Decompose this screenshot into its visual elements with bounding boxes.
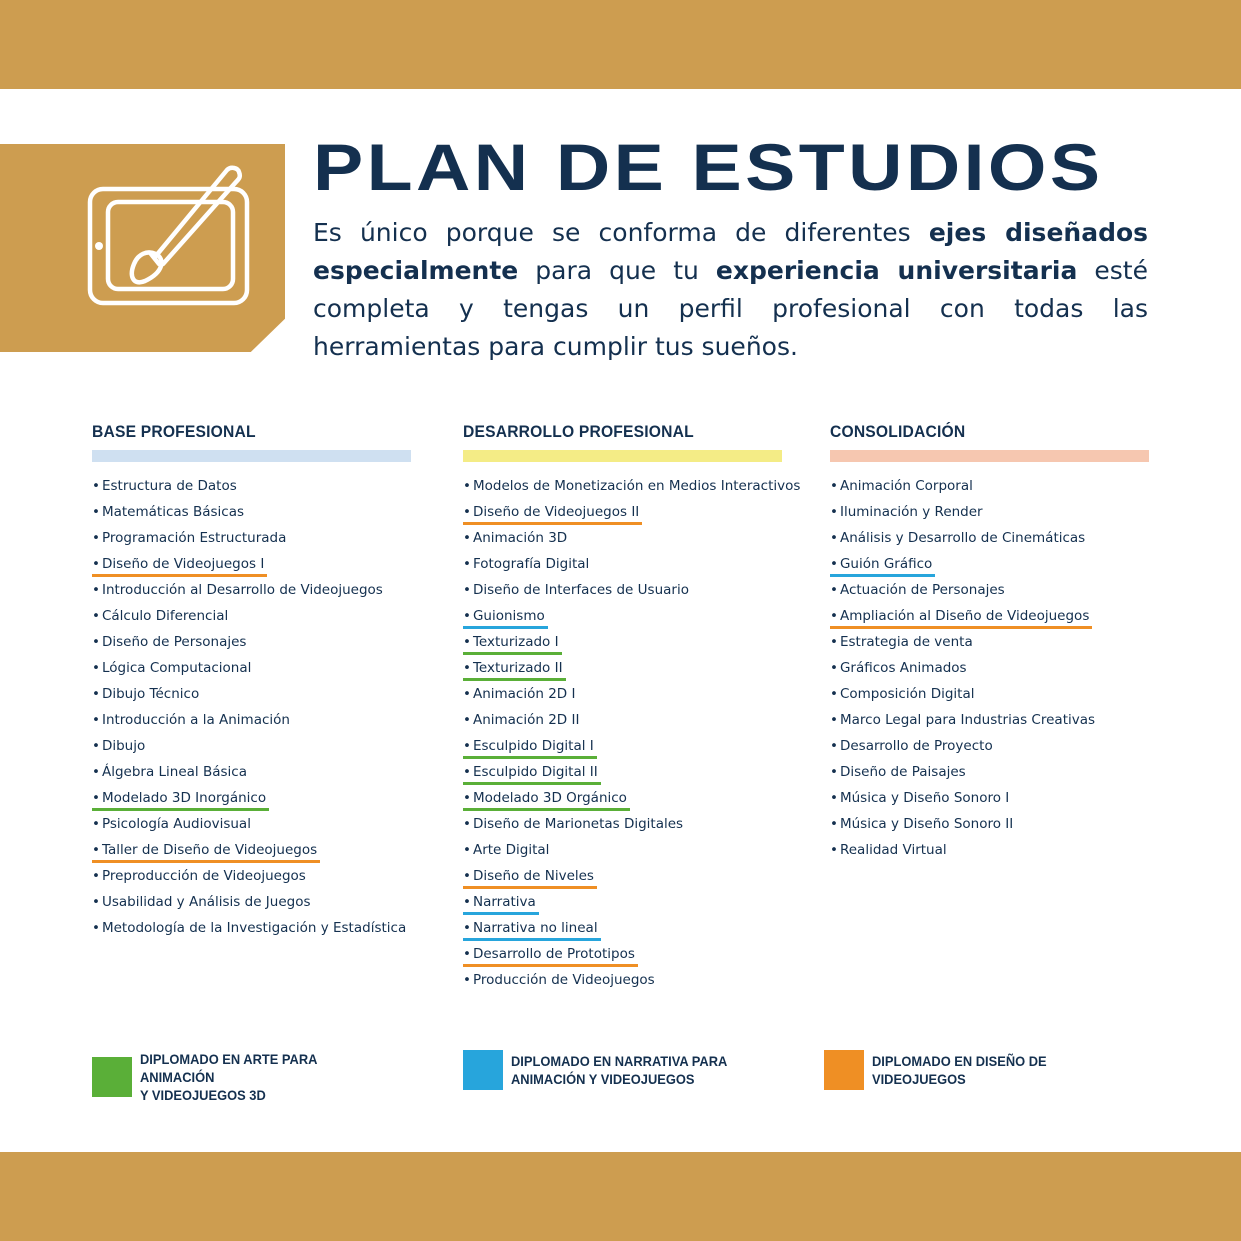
course-item (463, 499, 803, 525)
course-label: • Composición Digital (830, 684, 977, 704)
course-item (463, 707, 803, 733)
course-item (463, 889, 803, 915)
course-item (92, 525, 411, 551)
course-label: • Diseño de Niveles (463, 866, 597, 889)
course-item (92, 577, 411, 603)
intro-text-1: Es único porque se conforma de diferentes (313, 218, 929, 247)
course-item (92, 707, 411, 733)
course-item (92, 837, 411, 863)
course-label: • Animación 2D I (463, 684, 578, 704)
column-heading: CONSOLIDACIÓN (830, 422, 966, 441)
course-label: • Narrativa (463, 892, 539, 915)
intro-bold-2: experiencia universitaria (715, 256, 1078, 285)
legend-item-arte-3d (92, 1050, 410, 1104)
column-base-profesional (92, 421, 411, 941)
legend-swatch-orange (824, 1050, 864, 1090)
icon-block (0, 144, 285, 352)
course-item (463, 941, 803, 967)
course-item (830, 551, 1149, 577)
course-item (830, 577, 1149, 603)
course-item (830, 629, 1149, 655)
legend-label (872, 1052, 1120, 1088)
intro-paragraph (313, 214, 1148, 366)
column-color-bar (92, 450, 411, 462)
legend-item-diseno-videojuegos (824, 1050, 1142, 1090)
course-label: • Introducción al Desarrollo de Videojuegos (92, 580, 386, 600)
course-label: • Ampliación al Diseño de Videojuegos (830, 606, 1092, 629)
course-label: • Producción de Videojuegos (463, 970, 658, 990)
column-heading: DESARROLLO PROFESIONAL (463, 422, 694, 441)
course-item (92, 759, 411, 785)
intro-text-3: esté completa y tengas un perfil profesional con todas las herramientas para cumplir tus sueños. (313, 256, 1148, 361)
course-label: • Usabilidad y Análisis de Juegos (92, 892, 314, 912)
course-label: • Cálculo Diferencial (92, 606, 231, 626)
course-item (463, 837, 803, 863)
course-label: • Dibujo (92, 736, 148, 756)
course-label: • Animación Corporal (830, 476, 976, 496)
course-label: • Animación 3D (463, 528, 570, 548)
course-label: • Marco Legal para Industrias Creativas (830, 710, 1098, 730)
course-item (830, 707, 1149, 733)
course-label: • Diseño de Personajes (92, 632, 249, 652)
intro-bold-1: ejes diseñados especialmente (313, 218, 1149, 285)
course-item (463, 577, 803, 603)
course-label: • Matemáticas Básicas (92, 502, 247, 522)
legend-line: DIPLOMADO EN ARTE PARA ANIMACIÓN (140, 1051, 317, 1085)
course-label: • Modelos de Monetización en Medios Interactivos (463, 476, 803, 496)
course-item (92, 889, 411, 915)
course-item (830, 525, 1149, 551)
course-item (830, 681, 1149, 707)
course-list (92, 473, 411, 941)
course-item (830, 473, 1149, 499)
legend-line: DIPLOMADO EN NARRATIVA PARA (511, 1053, 728, 1069)
course-item (92, 863, 411, 889)
course-label: • Fotografía Digital (463, 554, 592, 574)
course-item (463, 967, 803, 993)
course-label: • Diseño de Interfaces de Usuario (463, 580, 692, 600)
legend-swatch-blue (463, 1050, 503, 1090)
course-item (463, 655, 803, 681)
course-item (92, 603, 411, 629)
course-item (463, 473, 803, 499)
course-label: • Música y Diseño Sonoro II (830, 814, 1016, 834)
column-color-bar (463, 450, 782, 462)
course-item (463, 811, 803, 837)
course-label: • Diseño de Paisajes (830, 762, 969, 782)
page-title: PLAN DE ESTUDIOS (313, 130, 1104, 204)
course-item (463, 785, 803, 811)
course-item (463, 681, 803, 707)
course-label: • Modelado 3D Inorgánico (92, 788, 269, 811)
top-band (0, 0, 1241, 89)
course-item (830, 785, 1149, 811)
course-label: • Realidad Virtual (830, 840, 950, 860)
course-label: • Desarrollo de Prototipos (463, 944, 638, 967)
course-item (92, 655, 411, 681)
course-item (92, 499, 411, 525)
course-item (830, 837, 1149, 863)
course-label: • Álgebra Lineal Básica (92, 762, 250, 782)
course-label: • Música y Diseño Sonoro I (830, 788, 1012, 808)
course-label: • Gráficos Animados (830, 658, 970, 678)
course-item (92, 733, 411, 759)
course-label: • Diseño de Marionetas Digitales (463, 814, 686, 834)
course-item (463, 733, 803, 759)
course-item (463, 759, 803, 785)
course-label: • Estructura de Datos (92, 476, 240, 496)
course-label: • Diseño de Videojuegos II (463, 502, 642, 525)
legend-line: ANIMACIÓN Y VIDEOJUEGOS (511, 1071, 695, 1087)
course-item (463, 551, 803, 577)
course-item (92, 551, 411, 577)
course-item (830, 811, 1149, 837)
course-label: • Psicología Audiovisual (92, 814, 254, 834)
course-label: • Introducción a la Animación (92, 710, 293, 730)
course-label: • Iluminación y Render (830, 502, 986, 522)
legend-swatch-green (92, 1057, 132, 1097)
course-label: • Narrativa no lineal (463, 918, 601, 941)
course-label: • Taller de Diseño de Videojuegos (92, 840, 320, 863)
course-item (92, 785, 411, 811)
column-consolidacion (830, 421, 1149, 863)
course-item (463, 915, 803, 941)
column-heading: BASE PROFESIONAL (92, 422, 256, 441)
course-label: • Lógica Computacional (92, 658, 254, 678)
legend-line: Y VIDEOJUEGOS 3D (140, 1087, 266, 1103)
intro-text-2: para que tu (518, 256, 716, 285)
course-label: • Estrategia de venta (830, 632, 976, 652)
tablet-paintbrush-icon (85, 160, 255, 320)
course-item (463, 863, 803, 889)
course-list (830, 473, 1149, 863)
legend-label (140, 1050, 388, 1104)
course-item (830, 759, 1149, 785)
course-label: • Esculpido Digital I (463, 736, 597, 759)
legend-line: DIPLOMADO EN DISEÑO DE VIDEOJUEGOS (872, 1053, 1047, 1087)
course-label: • Animación 2D II (463, 710, 582, 730)
course-label: • Diseño de Videojuegos I (92, 554, 267, 577)
course-label: • Programación Estructurada (92, 528, 289, 548)
course-item (92, 473, 411, 499)
course-label: • Arte Digital (463, 840, 552, 860)
course-label: • Esculpido Digital II (463, 762, 601, 785)
course-label: • Modelado 3D Orgánico (463, 788, 630, 811)
course-item (463, 629, 803, 655)
course-item (92, 915, 411, 941)
course-item (463, 603, 803, 629)
course-label: • Preproducción de Videojuegos (92, 866, 309, 886)
course-label: • Desarrollo de Proyecto (830, 736, 996, 756)
course-label: • Texturizado I (463, 632, 562, 655)
course-label: • Actuación de Personajes (830, 580, 1008, 600)
course-item (830, 655, 1149, 681)
legend-item-narrativa (463, 1050, 781, 1090)
course-item (830, 499, 1149, 525)
course-label: • Guionismo (463, 606, 548, 629)
course-item (830, 733, 1149, 759)
legend-label (511, 1052, 759, 1088)
course-label: • Análisis y Desarrollo de Cinemáticas (830, 528, 1088, 548)
course-item (92, 811, 411, 837)
bottom-band (0, 1152, 1241, 1241)
course-item (92, 629, 411, 655)
course-label: • Metodología de la Investigación y Estadística (92, 918, 409, 938)
course-item (92, 681, 411, 707)
course-label: • Dibujo Técnico (92, 684, 202, 704)
course-item (463, 525, 803, 551)
column-desarrollo-profesional (463, 421, 803, 993)
course-label: • Guión Gráfico (830, 554, 935, 577)
column-color-bar (830, 450, 1149, 462)
course-item (830, 603, 1149, 629)
course-label: • Texturizado II (463, 658, 566, 681)
course-list (463, 473, 803, 993)
